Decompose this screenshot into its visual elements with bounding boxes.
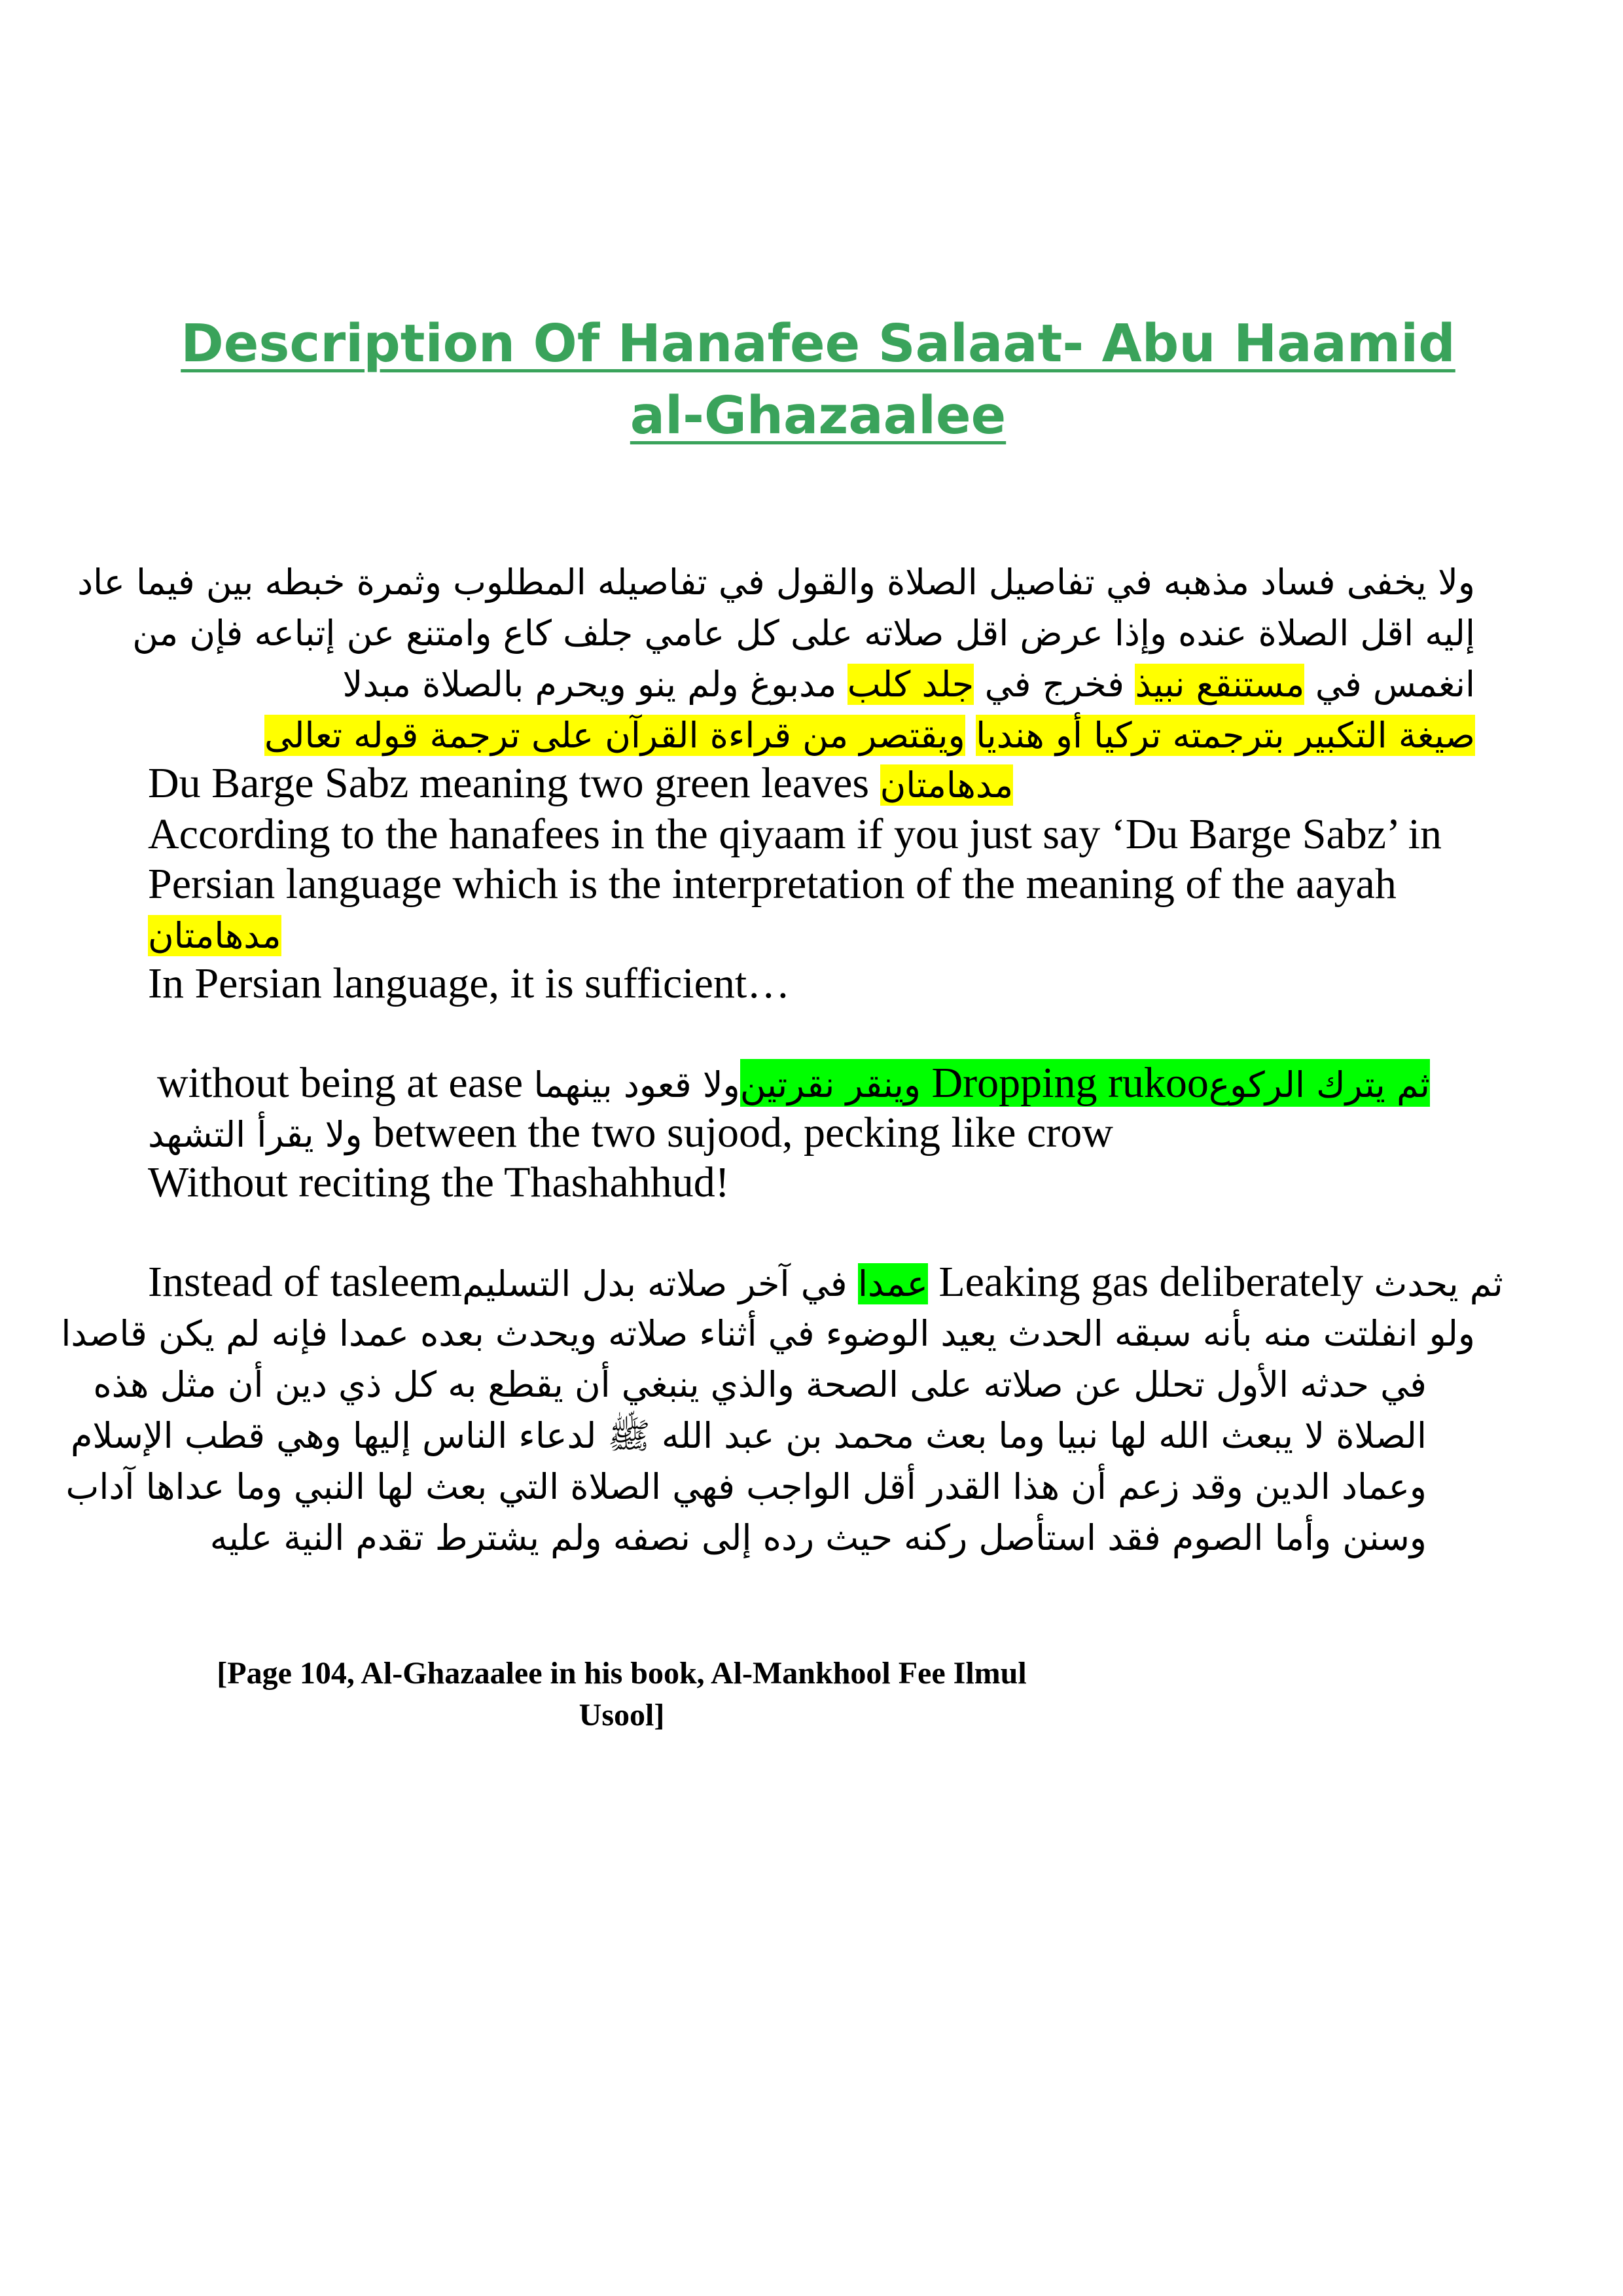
arabic-text: فخرج في bbox=[984, 664, 1124, 705]
english-text: Without reciting the Thashahhud! bbox=[148, 1158, 730, 1206]
highlighted-arabic: جلد كلب bbox=[847, 664, 974, 705]
arabic-line bbox=[70, 1408, 1427, 1462]
page-title: Description Of Hanafee Salaat- Abu Haamid al-Ghazaalee bbox=[181, 314, 1455, 446]
source-line: [Page 104, Al-Ghazaalee in his book, Al-Mankhool Fee Ilmul bbox=[217, 1656, 1027, 1691]
arabic-text: مدبوغ ولم ينو ويحرم بالصلاة مبدلا bbox=[342, 664, 837, 705]
highlighted-arabic: ويقتصر من قراءة القرآن على ترجمة قوله تعالى bbox=[264, 715, 965, 756]
english-line bbox=[148, 809, 1489, 860]
line-du-barge-sabz bbox=[148, 758, 1489, 811]
english-text: Persian language which is the interpretation of the meaning of the aayah bbox=[148, 860, 1397, 908]
gas-line bbox=[148, 1257, 1503, 1310]
highlighted-arabic: مستنقع نبيذ bbox=[1135, 664, 1305, 705]
arabic-text: ولا يخفى فساد مذهبه في تفاصيل الصلاة والقول في تفاصيله المطلوب وثمرة خبطه بين فيما عاد bbox=[77, 562, 1475, 603]
highlighted-arabic: عمدا bbox=[858, 1263, 928, 1304]
highlighted-arabic: مدهامتان bbox=[880, 764, 1014, 806]
sujood-line bbox=[148, 1107, 1489, 1160]
english-text: without being at ease bbox=[157, 1059, 524, 1107]
english-text: Leaking gas deliberately bbox=[938, 1258, 1364, 1306]
source-citation bbox=[183, 1653, 1060, 1736]
english-text: In Persian language, it is sufficient… bbox=[148, 960, 791, 1007]
arabic-line-1 bbox=[77, 555, 1475, 608]
highlighted-arabic: وينقر نقرتين bbox=[740, 1064, 921, 1105]
arabic-text: ولا قعود بينهما bbox=[533, 1064, 740, 1105]
english-text: between the two sujood, pecking like crow bbox=[373, 1109, 1113, 1157]
arabic-text: ولا يقرأ التشهد bbox=[148, 1114, 363, 1155]
arabic-text: في حدثه الأول تحلل عن صلاته على الصحة والذي ينبغي أن يقطع به كل ذي دين أن مثل هذه bbox=[93, 1364, 1427, 1405]
arabic-line bbox=[61, 1306, 1475, 1359]
arabic-text: وسنن وأما الصوم فقد استأصل ركنه حيث رده إلى نصفه ولم يشترط تقدم النية عليه bbox=[209, 1517, 1427, 1558]
highlighted-english: Dropping rukoo bbox=[931, 1059, 1209, 1107]
arabic-line bbox=[85, 1357, 1427, 1410]
english-text: According to the hanafees in the qiyaam if you just say ‘Du Barge Sabz’ in bbox=[148, 810, 1442, 858]
ruku-line bbox=[157, 1058, 1499, 1111]
arabic-text: ثم يحدث bbox=[1374, 1263, 1503, 1304]
arabic-line bbox=[85, 1511, 1427, 1564]
english-line bbox=[148, 859, 1489, 910]
english-line bbox=[148, 1157, 1489, 1208]
arabic-text: إليه اقل الصلاة عنده وإذا عرض اقل صلاته على كل عامي جلف كاع وامتنع عن إتباعه فإن من bbox=[132, 613, 1475, 654]
arabic-text: وعماد الدين وقد زعم أن هذا القدر أقل الواجب فهي الصلاة التي بعث لها النبي وما عداها آداب bbox=[65, 1466, 1427, 1507]
arabic-line-2 bbox=[134, 606, 1475, 659]
arabic-text: في آخر صلاته بدل التسليم bbox=[462, 1263, 847, 1304]
arabic-line-3 bbox=[134, 657, 1475, 710]
arabic-line-4 bbox=[134, 708, 1475, 761]
english-text: Instead of tasleem bbox=[148, 1258, 463, 1306]
arabic-text: انغمس في bbox=[1315, 664, 1475, 705]
arabic-word-line bbox=[148, 908, 1489, 961]
arabic-line bbox=[65, 1460, 1427, 1513]
highlighted-arabic: ثم يترك الركوع bbox=[1208, 1064, 1430, 1105]
english-line bbox=[148, 958, 1489, 1009]
source-line: Usool] bbox=[579, 1698, 665, 1732]
arabic-text: ولو انفلتت منه بأنه سبقه الحدث يعيد الوضوء في أثناء صلاته ويحدث بعده عمدا فإنه لم يكن قاصدا bbox=[61, 1313, 1475, 1354]
arabic-text: الصلاة لا يبعث الله لها نبيا وما بعث محمد بن عبد الله ﷺ لدعاء الناس إليها وهي قطب الإسلام bbox=[70, 1415, 1427, 1456]
highlighted-arabic: صيغة التكبير بترجمته تركيا أو هنديا bbox=[976, 715, 1475, 756]
highlighted-arabic: مدهامتان bbox=[148, 915, 281, 956]
english-text: Du Barge Sabz meaning two green leaves bbox=[148, 759, 870, 807]
